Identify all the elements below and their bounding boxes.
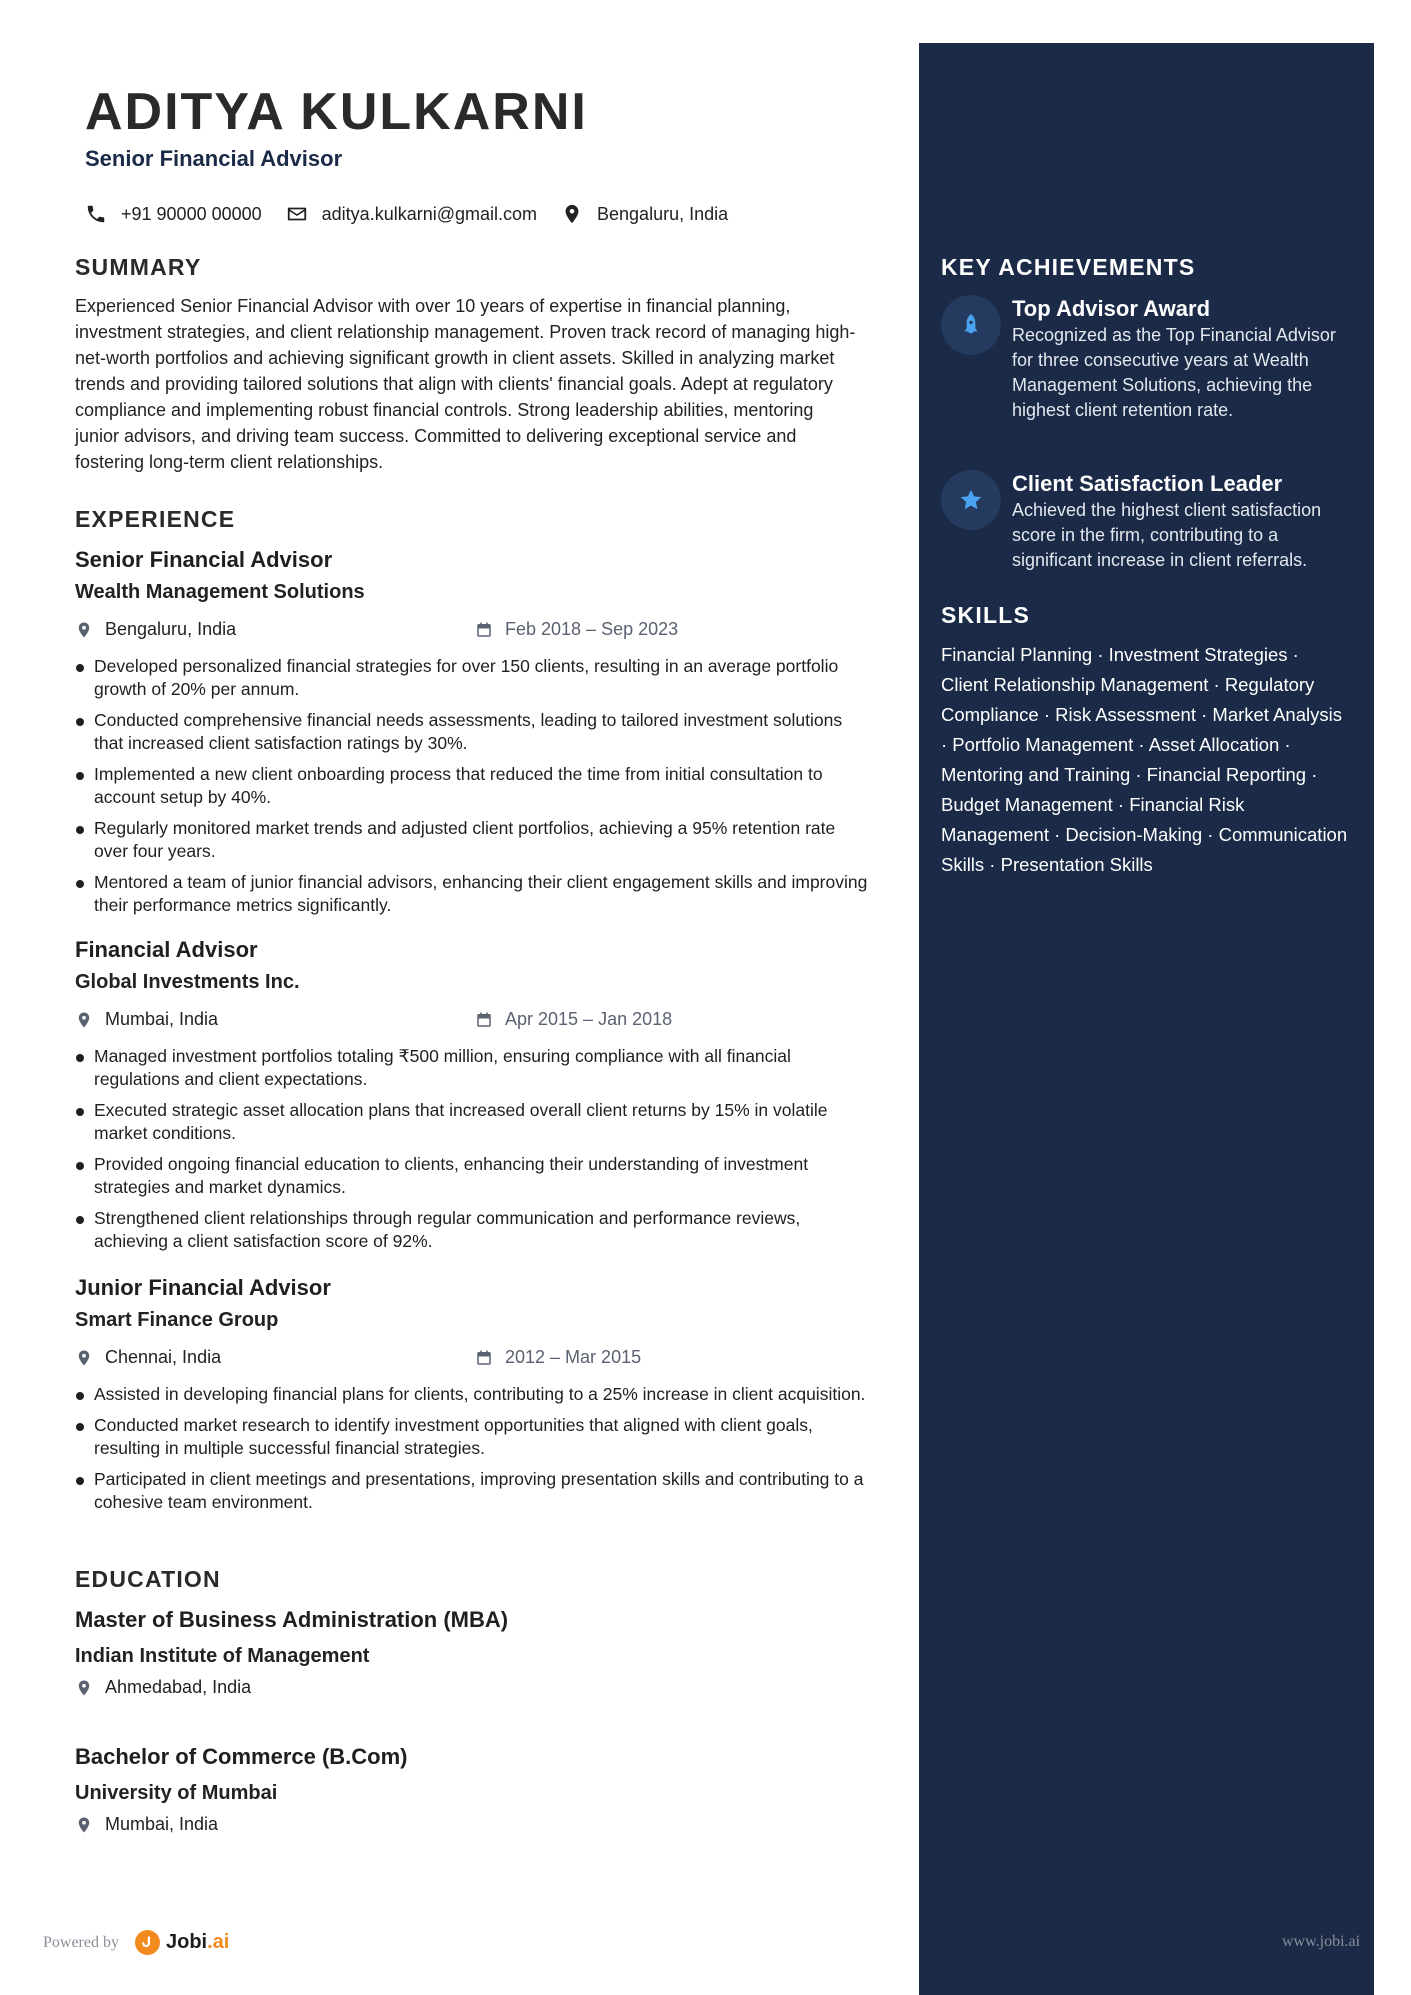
experience-heading: EXPERIENCE [75,506,236,532]
job-bullets [75,655,875,917]
edu-location [75,1814,875,1835]
job-dates-text: Feb 2018 – Sep 2023 [505,619,679,639]
achievement-title: Client Satisfaction Leader [1012,471,1283,496]
phone-icon [85,203,107,225]
achievement-body [1012,470,1352,573]
location-pin-icon [75,1679,93,1697]
contact-phone[interactable] [85,203,262,225]
contact-row [85,203,752,225]
rocket-icon [958,312,984,338]
footer-powered-by[interactable] [43,1930,229,1955]
job-meta [75,1009,875,1037]
summary-heading: SUMMARY [75,254,202,280]
job-entry [75,1273,875,1522]
job-entry [75,935,875,1261]
achievement-description: Achieved the highest client satisfaction score in the firm, contributing to a significant increase in client referrals. [1012,500,1322,570]
edu-school: Indian Institute of Management [75,1645,370,1667]
job-title: Financial Advisor [75,937,258,962]
job-bullet: Managed investment portfolios totaling ₹500 million, ensuring compliance with all financial regulations and client expectations. [75,1045,874,1091]
skills-list: Financial Planning · Investment Strategies · Client Relationship Management · Regulatory Compliance · Risk Assessment · Market Analysis · Portfolio Management · Asset Allocation · Mentoring and Training · Financial Reporting · Budget Management · Financial Risk Management · Decision-Making · Communication Skills · Presentation Skills [941,644,1348,875]
phone-text: +91 90000 00000 [121,203,262,224]
job-meta [75,619,875,647]
job-company: Wealth Management Solutions [75,581,365,603]
skills-heading: SKILLS [941,602,1030,628]
edu-degree: Master of Business Administration (MBA) [75,1607,509,1632]
achievements-heading: KEY ACHIEVEMENTS [941,254,1196,280]
education-entry [75,1742,875,1835]
candidate-name: ADITYA KULKARNI [85,83,588,141]
job-dates [475,1009,672,1030]
job-bullet: Strengthened client relationships through regular communication and performance reviews, achieving a client satisfaction score of 92%. [75,1207,874,1253]
achievement-title: Top Advisor Award [1012,296,1211,321]
education-entry [75,1605,875,1698]
job-company: Global Investments Inc. [75,971,300,993]
edu-degree: Bachelor of Commerce (B.Com) [75,1744,408,1769]
job-bullet: Assisted in developing financial plans for clients, contributing to a 25% increase in client acquisition. [75,1383,874,1406]
job-bullet: Implemented a new client onboarding process that reduced the time from initial consultation to account setup by 40%. [75,763,874,809]
job-location [75,619,236,640]
education-heading: EDUCATION [75,1566,221,1592]
job-location-text: Mumbai, India [105,1009,219,1029]
powered-by-label: Powered by [43,1933,119,1951]
job-dates [475,1347,641,1368]
job-entry [75,545,875,925]
brand-name [166,1931,229,1954]
job-location-text: Bengaluru, India [105,619,237,639]
achievement-body [1012,295,1352,423]
job-bullet: Developed personalized financial strategies for over 150 clients, resulting in an average portfolio growth of 20% per annum. [75,655,874,701]
calendar-icon [475,1011,493,1029]
job-bullet: Conducted comprehensive financial needs assessments, leading to tailored investment solutions that increased client satisfaction ratings by 30%. [75,709,874,755]
job-bullet: Executed strategic asset allocation plans that increased overall client returns by 15% in volatile market conditions. [75,1099,874,1145]
job-bullet: Provided ongoing financial education to clients, enhancing their understanding of investment strategies and market dynamics. [75,1153,874,1199]
calendar-icon [475,1349,493,1367]
job-bullet: Conducted market research to identify investment opportunities that aligned with client goals, resulting in multiple successful financial strategies. [75,1414,874,1460]
job-bullet: Participated in client meetings and presentations, improving presentation skills and contributing to a cohesive team environment. [75,1468,874,1514]
achievement-icon-badge [941,470,1001,530]
candidate-title: Senior Financial Advisor [85,146,343,171]
summary-text: Experienced Senior Financial Advisor with over 10 years of expertise in financial planning, investment strategies, and client relationship management. Proven track record of managing high-net-worth portfolios and achieving significant growth in client assets. Skilled in analyzing market trends and providing tailored solutions that align with clients' financial goals. Adept at regulatory compliance and implementing robust financial controls. Strong leadership abilities, mentoring junior advisors, and driving team success. Committed to delivering exceptional service and fostering long-term client relationships. [75,296,856,472]
contact-email[interactable] [286,203,537,225]
star-icon [958,487,984,513]
brand-suffix: .ai [207,1931,230,1953]
contact-location [561,203,728,225]
email-text: aditya.kulkarni@gmail.com [321,203,538,224]
job-company: Smart Finance Group [75,1309,279,1331]
job-dates-text: 2012 – Mar 2015 [505,1347,642,1367]
location-pin-icon [75,1011,93,1029]
job-dates [475,619,678,640]
location-text: Bengaluru, India [597,203,729,224]
calendar-icon [475,621,493,639]
location-pin-icon [561,203,583,225]
edu-location-text: Mumbai, India [105,1814,219,1834]
achievement-icon-badge [941,295,1001,355]
job-bullet: Mentored a team of junior financial advisors, enhancing their client engagement skills and improving their performance metrics significantly. [75,871,874,917]
jobi-logo-icon [135,1930,160,1955]
job-bullets [75,1383,875,1514]
location-pin-icon [75,1816,93,1834]
location-pin-icon [75,621,93,639]
email-icon [286,203,308,225]
brand-main: Jobi [165,1931,208,1953]
job-title: Junior Financial Advisor [75,1275,331,1300]
job-location-text: Chennai, India [105,1347,222,1367]
job-meta [75,1347,875,1375]
achievement-description: Recognized as the Top Financial Advisor for three consecutive years at Wealth Management Solutions, achieving the highest client retention rate. [1012,325,1336,420]
edu-location-text: Ahmedabad, India [105,1677,252,1697]
job-dates-text: Apr 2015 – Jan 2018 [505,1009,673,1029]
job-bullets [75,1045,875,1253]
job-title: Senior Financial Advisor [75,547,333,572]
achievement-item [941,295,1351,445]
achievement-item [941,470,1351,580]
location-pin-icon [75,1349,93,1367]
job-bullet: Regularly monitored market trends and adjusted client portfolios, achieving a 95% retention rate over four years. [75,817,874,863]
edu-location [75,1677,875,1698]
footer-website-link[interactable]: www.jobi.ai [1282,1933,1361,1950]
job-location [75,1347,221,1368]
job-location [75,1009,218,1030]
edu-school: University of Mumbai [75,1782,278,1804]
